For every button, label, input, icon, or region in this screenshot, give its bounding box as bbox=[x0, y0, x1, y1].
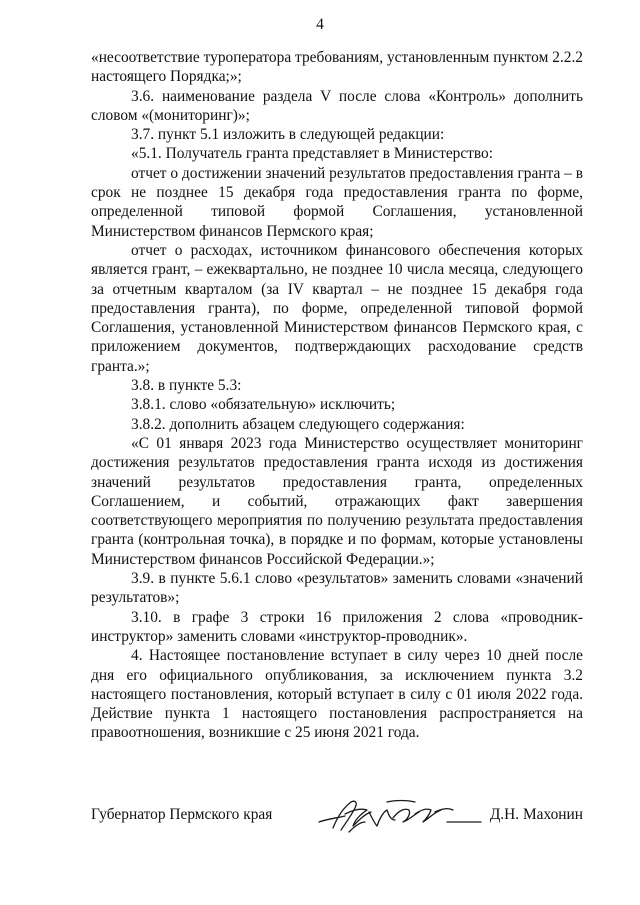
page-number: 4 bbox=[316, 16, 324, 33]
paragraph: «С 01 января 2023 года Министерство осуществляет мониторинг достижения результатов предоставления гранта исходя из достижения значений результатов предоставления гранта, определенных Соглашением, и событий, отражающих факт завершения соответствующего мероприятия по получению результата предоставления гранта (контрольная точка), в порядке и по формам, которые установлены Министерством финансов Российской Федерации.»; bbox=[91, 434, 583, 568]
paragraph: 3.6. наименование раздела V после слова «Контроль» дополнить словом «(мониторинг)»; bbox=[91, 87, 583, 124]
paragraph: 3.7. пункт 5.1 изложить в следующей редакции: bbox=[131, 126, 445, 144]
signatory-title: Губернатор Пермского края bbox=[91, 806, 273, 823]
paragraph: 4. Настоящее постановление вступает в силу через 10 дней после дня его официального опубликования, за исключением пункта 3.2 настоящего постановления, который вступает в силу с 01 июля 2022 года. Действие пункта 1 настоящего постановления распространяется на правоотношения, возникшие с 25 июня 2021 года. bbox=[91, 647, 583, 742]
paragraph: «5.1. Получатель гранта представляет в Министерство: bbox=[131, 145, 494, 163]
paragraph: 3.10. в графе 3 строки 16 приложения 2 слова «проводник-инструктор» заменить словами «инструктор-проводник». bbox=[91, 608, 583, 645]
paragraph: отчет о расходах, источником финансового обеспечения которых является грант, – ежеквартально, не позднее 10 числа месяца, следующего за отчетным кварталом (за IV квартал – не позднее 15 декабря года предоставления гранта), по форме, определенной типовой формой Соглашения, установленной Министерством финансов Пермского края, с приложением документов, подтверждающих расходование средств гранта.»; bbox=[91, 241, 583, 375]
paragraph: 3.8.2. дополнить абзацем следующего содержания: bbox=[131, 415, 465, 433]
paragraph: «несоответствие туроператора требованиям, установленным пунктом 2.2.2 настоящего Порядка;»; bbox=[91, 49, 583, 86]
paragraph: 3.8.1. слово «обязательную» исключить; bbox=[131, 396, 396, 414]
document-body bbox=[91, 48, 583, 743]
signatory-name: Д.Н. Махонин bbox=[489, 806, 583, 823]
signature-block bbox=[91, 806, 583, 846]
paragraph: 3.8. в пункте 5.3: bbox=[131, 377, 242, 395]
paragraph: 3.9. в пункте 5.6.1 слово «результатов» заменить словами «значений результатов»; bbox=[91, 570, 583, 607]
paragraph: отчет о достижении значений результатов предоставления гранта – в срок не позднее 15 декабря года предоставления гранта по форме, определенной типовой формой Соглашения, установленной Министерством финансов Пермского края; bbox=[91, 164, 583, 240]
handwritten-signature-icon bbox=[315, 792, 483, 838]
